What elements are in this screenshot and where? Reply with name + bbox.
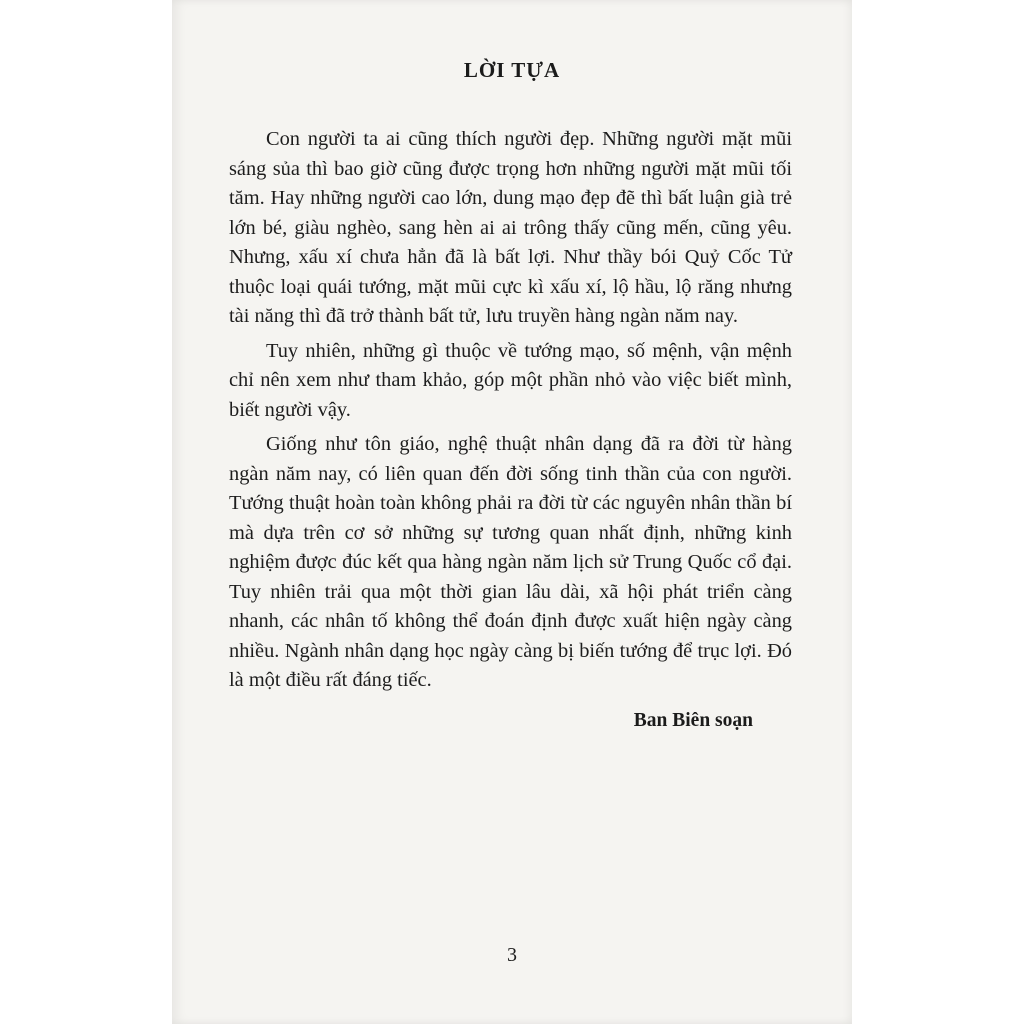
paragraph-1: Con người ta ai cũng thích người đẹp. Những người mặt mũi sáng sủa thì bao giờ cũng được trọng hơn những người mặt mũi tối tăm. Hay những người cao lớn, dung mạo đẹp đẽ thì bất luận già trẻ lớn bé, giàu nghèo, sang hèn ai ai trông thấy cũng mến, cũng yêu. Nhưng, xấu xí chưa hẳn đã là bất lợi. Như thầy bói Quỷ Cốc Tử thuộc loại quái tướng, mặt mũi cực kì xấu xí, lộ hầu, lộ răng nhưng tài năng thì đã trở thành bất tử, lưu truyền hàng ngàn năm nay.	[229, 128, 792, 327]
right-background	[852, 0, 1024, 1024]
paragraph-2: Tuy nhiên, những gì thuộc về tướng mạo, số mệnh, vận mệnh chỉ nên xem như tham khảo, góp một phần nhỏ vào việc biết mình, biết người vậy.	[229, 339, 792, 421]
preface-body	[229, 125, 792, 701]
book-page	[172, 0, 852, 1024]
signature: Ban Biên soạn	[633, 710, 753, 731]
left-background	[0, 0, 172, 1024]
page-title: LỜI TỰA	[463, 58, 561, 82]
paragraph-3: Giống như tôn giáo, nghệ thuật nhân dạng đã ra đời từ hàng ngàn năm nay, có liên quan đến đời sống tinh thần của con người. Tướng thuật hoàn toàn không phải ra đời từ các nguyên nhân thần bí mà dựa trên cơ sở những sự tương quan nhất định, những kinh nghiệm được đúc kết qua hàng ngàn năm lịch sử Trung Quốc cổ đại. Tuy nhiên trải qua một thời gian lâu dài, xã hội phát triển càng nhanh, các nhân tố không thể đoán định được xuất hiện ngày càng nhiều. Ngành nhân dạng học ngày càng bị biến tướng để trục lợi. Đó là một điều rất đáng tiếc.	[229, 433, 792, 691]
page-number: 3	[507, 944, 517, 966]
